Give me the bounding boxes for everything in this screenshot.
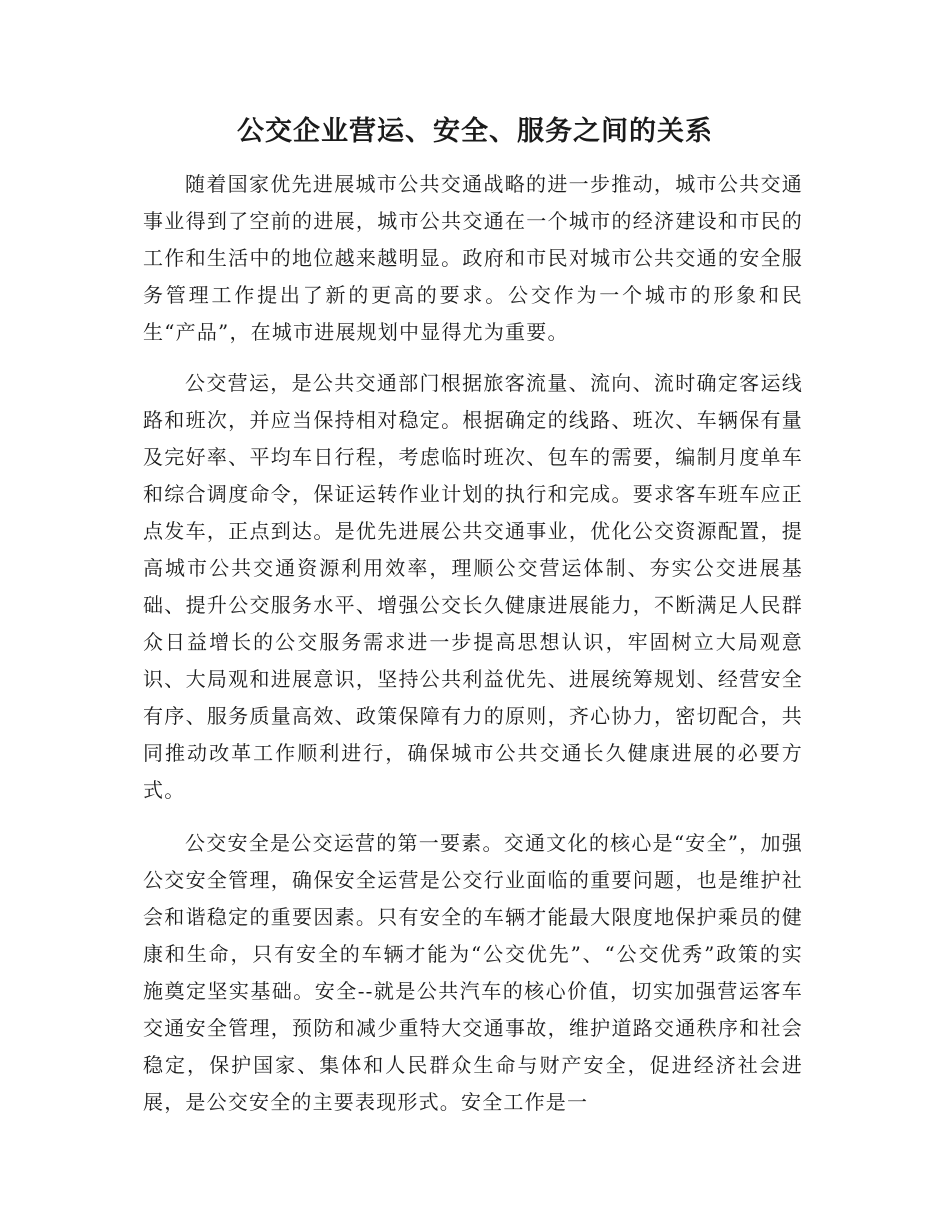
paragraph-operations: 公交营运，是公共交通部门根据旅客流量、流向、流时确定客运线路和班次，并应当保持相对稳定。根据确定的线路、班次、车辆保有量及完好率、平均车日行程，考虑临时班次、包车的需要，编制月度单车和综合调度命令，保证运转作业计划的执行和完成。要求客车班车应正点发车，正点到达。是优先进展公共交通事业，优化公交资源配置，提高城市公共交通资源利用效率，理顺公交营运体制、夯实公交进展基础、提升公交服务水平、增强公交长久健康进展能力，不断满足人民群众日益增长的公交服务需求进一步提高思想认识，牢固树立大局观意识、大局观和进展意识，坚持公共利益优先、进展统筹规划、经营安全有序、服务质量高效、政策保障有力的原则，齐心协力，密切配合，共同推动改革工作顺利进行，确保城市公共交通长久健康进展的必要方式。 [143,371,803,802]
document-title: 公交企业营运、安全、服务之间的关系 [237,116,713,147]
paragraph-safety: 公交安全是公交运营的第一要素。交通文化的核心是“安全”，加强公交安全管理，确保安全运营是公交行业面临的重要问题，也是维护社会和谐稳定的重要因素。只有安全的车辆才能最大限度地保护乘员的健康和生命，只有安全的车辆才能为“公交优先”、“公交优秀”政策的实施奠定坚实基础。安全--就是公共汽车的核心价值，切实加强营运客车交通安全管理，预防和减少重特大交通事故，维护道路交通秩序和社会稳定，保护国家、集体和人民群众生命与财产安全，促进经济社会进展，是公交安全的主要表现形式。安全工作是一 [143,831,803,1114]
paragraph-intro: 随着国家优先进展城市公共交通战略的进一步推动，城市公共交通事业得到了空前的进展，城市公共交通在一个城市的经济建设和市民的工作和生活中的地位越来越明显。政府和市民对城市公共交通的安全服务管理工作提出了新的更高的要求。公交作为一个城市的形象和民生“产品”，在城市进展规划中显得尤为重要。 [143,172,803,344]
